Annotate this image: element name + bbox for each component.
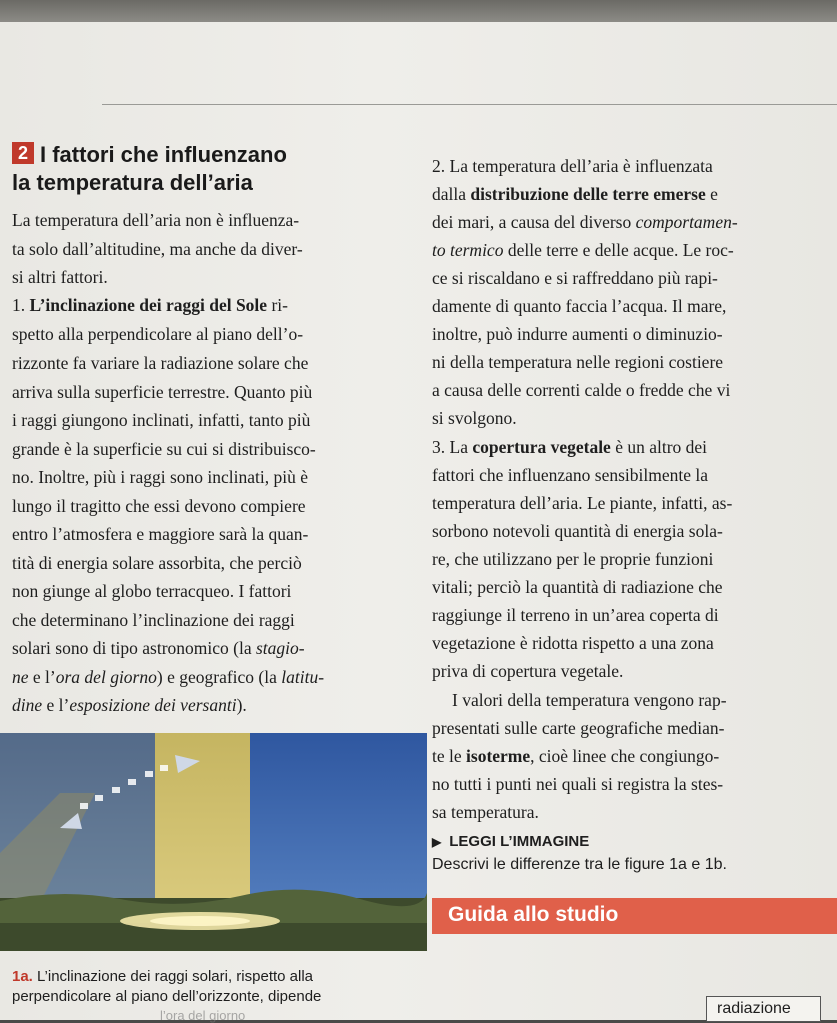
point1-line-8: lungo il tragitto che essi devono compiere [12, 496, 306, 516]
point1-line-11: non giunge al globo terracqueo. I fattori [12, 581, 292, 601]
leggi-immagine-heading: ▶ LEGGI L’IMMAGINE [432, 833, 590, 850]
point3-line-7: raggiunge il terreno in un’area coperta di [432, 605, 719, 625]
figure-1a-illustration [0, 733, 427, 951]
isoterme-line-2: presentati sulle carte geografiche median- [432, 718, 725, 738]
point2-line-2: dalla distribuzione delle terre emerse e [432, 184, 718, 204]
sun-rays-illustration [0, 733, 427, 951]
point3-line-5: re, che utilizzano per le proprie funzioni [432, 549, 714, 569]
point2-line-5: ce si riscaldano e si raffreddano più rapi- [432, 268, 718, 288]
glossary-term-box [706, 996, 821, 1022]
point3-line-3: temperatura dell’aria. Le piante, infatti, as- [432, 493, 733, 513]
point3-line-6: vitali; perciò la quantità di radiazione che [432, 577, 723, 597]
isoterme-line-5: sa temperatura. [432, 802, 539, 822]
section-number-badge: 2 [12, 142, 34, 164]
point1-line-2: spetto alla perpendicolare al piano dell’o- [12, 324, 304, 344]
glossary-term: radiazione [717, 1000, 791, 1017]
leggi-immagine-text: Descrivi le differenze tra le figure 1a e 1b. [432, 856, 727, 873]
point2-line-3: dei mari, a causa del diverso comportamen- [432, 212, 738, 232]
isoterme-line-1: I valori della temperatura vengono rap- [452, 690, 727, 710]
book-spine-shadow [0, 0, 837, 22]
point3-line-8: vegetazione è ridotta rispetto a una zona [432, 633, 714, 653]
point1-line-14: ne e l’ora del giorno) e geografico (la latitu- [12, 667, 325, 687]
point2-line-10: si svolgono. [432, 408, 517, 428]
figure-caption-line2: perpendicolare al piano dell’orizzonte, dipende [12, 988, 322, 1005]
play-triangle-icon: ▶ [432, 835, 442, 849]
guida-allo-studio-label: Guida allo studio [448, 903, 619, 926]
partial-figure-label: l’ora del giorno [160, 1008, 246, 1023]
point3-line-2: fattori che influenzano sensibilmente la [432, 465, 709, 485]
intro-line-2: ta solo dall’altitudine, ma anche da diver- [12, 239, 303, 259]
isoterme-line-4: no tutti i punti nei quali si registra la stes- [432, 774, 724, 794]
section-title-line1: I fattori che influenzano [40, 142, 287, 167]
point1-line-15: dine e l’esposizione dei versanti). [12, 695, 247, 715]
point2-line-4: to termico delle terre e delle acque. Le roc- [432, 240, 734, 260]
point1-line-6: grande è la superficie su cui si distribuisco- [12, 439, 316, 459]
point1-line-10: tità di energia solare assorbita, che perciò [12, 553, 302, 573]
point3-line-9: priva di copertura vegetale. [432, 661, 624, 681]
isoterme-line-3: te le isoterme, cioè linee che congiungo- [432, 746, 720, 766]
point1-line-3: rizzonte fa variare la radiazione solare che [12, 353, 309, 373]
point1-line-13: solari sono di tipo astronomico (la stagio- [12, 638, 305, 658]
intro-line-3: si altri fattori. [12, 267, 108, 287]
section-divider [102, 104, 837, 105]
intro-line-1: La temperatura dell’aria non è influenza- [12, 210, 300, 230]
figure-caption-line1: 1a. L’inclinazione dei raggi solari, rispetto alla [12, 968, 314, 985]
point1-line-1: 1. L’inclinazione dei raggi del Sole ri- [12, 295, 288, 315]
guida-allo-studio-banner [432, 898, 837, 934]
point1-line-5: i raggi giungono inclinati, infatti, tanto più [12, 410, 311, 430]
point1-line-12: che determinano l’inclinazione dei raggi [12, 610, 295, 630]
point1-line-9: entro l’atmosfera e maggiore sarà la quan- [12, 524, 309, 544]
point2-line-1: 2. La temperatura dell’aria è influenzata [432, 156, 713, 176]
point2-line-9: a causa delle correnti calde o fredde che vi [432, 380, 731, 400]
point2-line-8: ni della temperatura nelle regioni costiere [432, 352, 724, 372]
section-title-line2: la temperatura dell’aria [12, 170, 253, 195]
point3-line-4: sorbono notevoli quantità di energia sola- [432, 521, 723, 541]
point1-line-4: arriva sulla superficie terrestre. Quanto più [12, 382, 313, 402]
point2-line-6: damente di quanto faccia l’acqua. Il mare, [432, 296, 727, 316]
point2-line-7: inoltre, può indurre aumenti o diminuzio- [432, 324, 723, 344]
point3-line-1: 3. La copertura vegetale è un altro dei [432, 437, 708, 457]
point1-line-7: no. Inoltre, più i raggi sono inclinati, più è [12, 467, 308, 487]
